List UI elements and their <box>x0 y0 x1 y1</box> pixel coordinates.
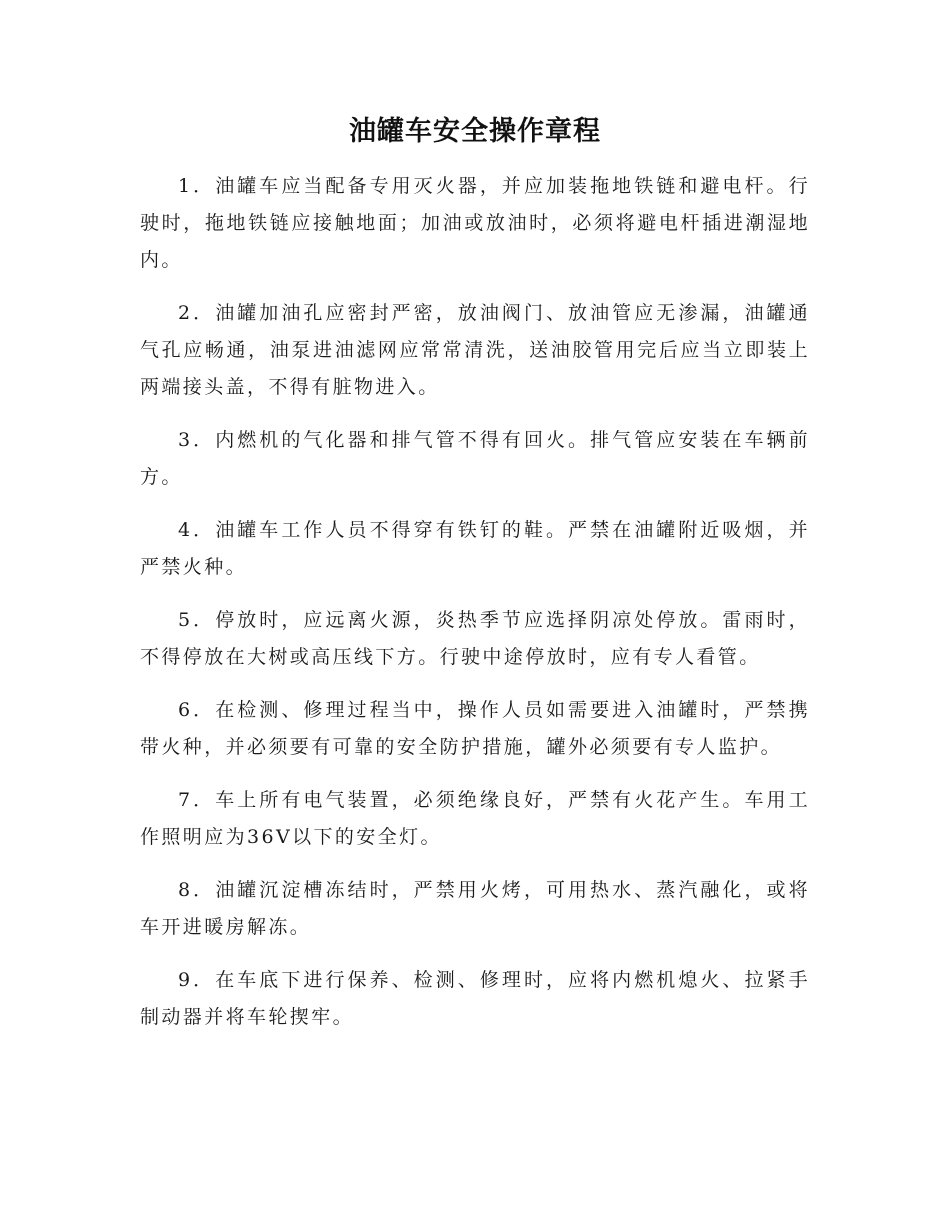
paragraph-3: 3．内燃机的气化器和排气管不得有回火。排气管应安装在车辆前方。 <box>140 429 810 488</box>
paragraph-list <box>140 168 810 1036</box>
paragraph-1: 1．油罐车应当配备专用灭火器，并应加装拖地铁链和避电杆。行驶时，拖地铁链应接触地面；加油或放油时，必须将避电杆插进潮湿地内。 <box>140 175 810 271</box>
paragraph-2: 2．油罐加油孔应密封严密，放油阀门、放油管应无渗漏，油罐通气孔应畅通，油泵进油滤网应常常清洗，送油胶管用完后应当立即装上两端接头盖，不得有脏物进入。 <box>140 302 810 398</box>
paragraph-4: 4．油罐车工作人员不得穿有铁钉的鞋。严禁在油罐附近吸烟，并严禁火种。 <box>140 519 810 578</box>
paragraph-6: 6．在检测、修理过程当中，操作人员如需要进入油罐时，严禁携带火种，并必须要有可靠的安全防护措施，罐外必须要有专人监护。 <box>140 699 810 758</box>
paragraph-8: 8．油罐沉淀槽冻结时，严禁用火烤，可用热水、蒸汽融化，或将车开进暖房解冻。 <box>140 879 810 938</box>
document-title: 油罐车安全操作章程 <box>349 116 601 147</box>
paragraph-7: 7．车上所有电气装置，必须绝缘良好，严禁有火花产生。车用工作照明应为36V以下的安全灯。 <box>140 789 810 848</box>
paragraph-5: 5．停放时，应远离火源，炎热季节应选择阴凉处停放。雷雨时，不得停放在大树或高压线下方。行驶中途停放时，应有专人看管。 <box>140 609 810 668</box>
paragraph-9: 9．在车底下进行保养、检测、修理时，应将内燃机熄火、拉紧手制动器并将车轮揳牢。 <box>140 969 810 1028</box>
